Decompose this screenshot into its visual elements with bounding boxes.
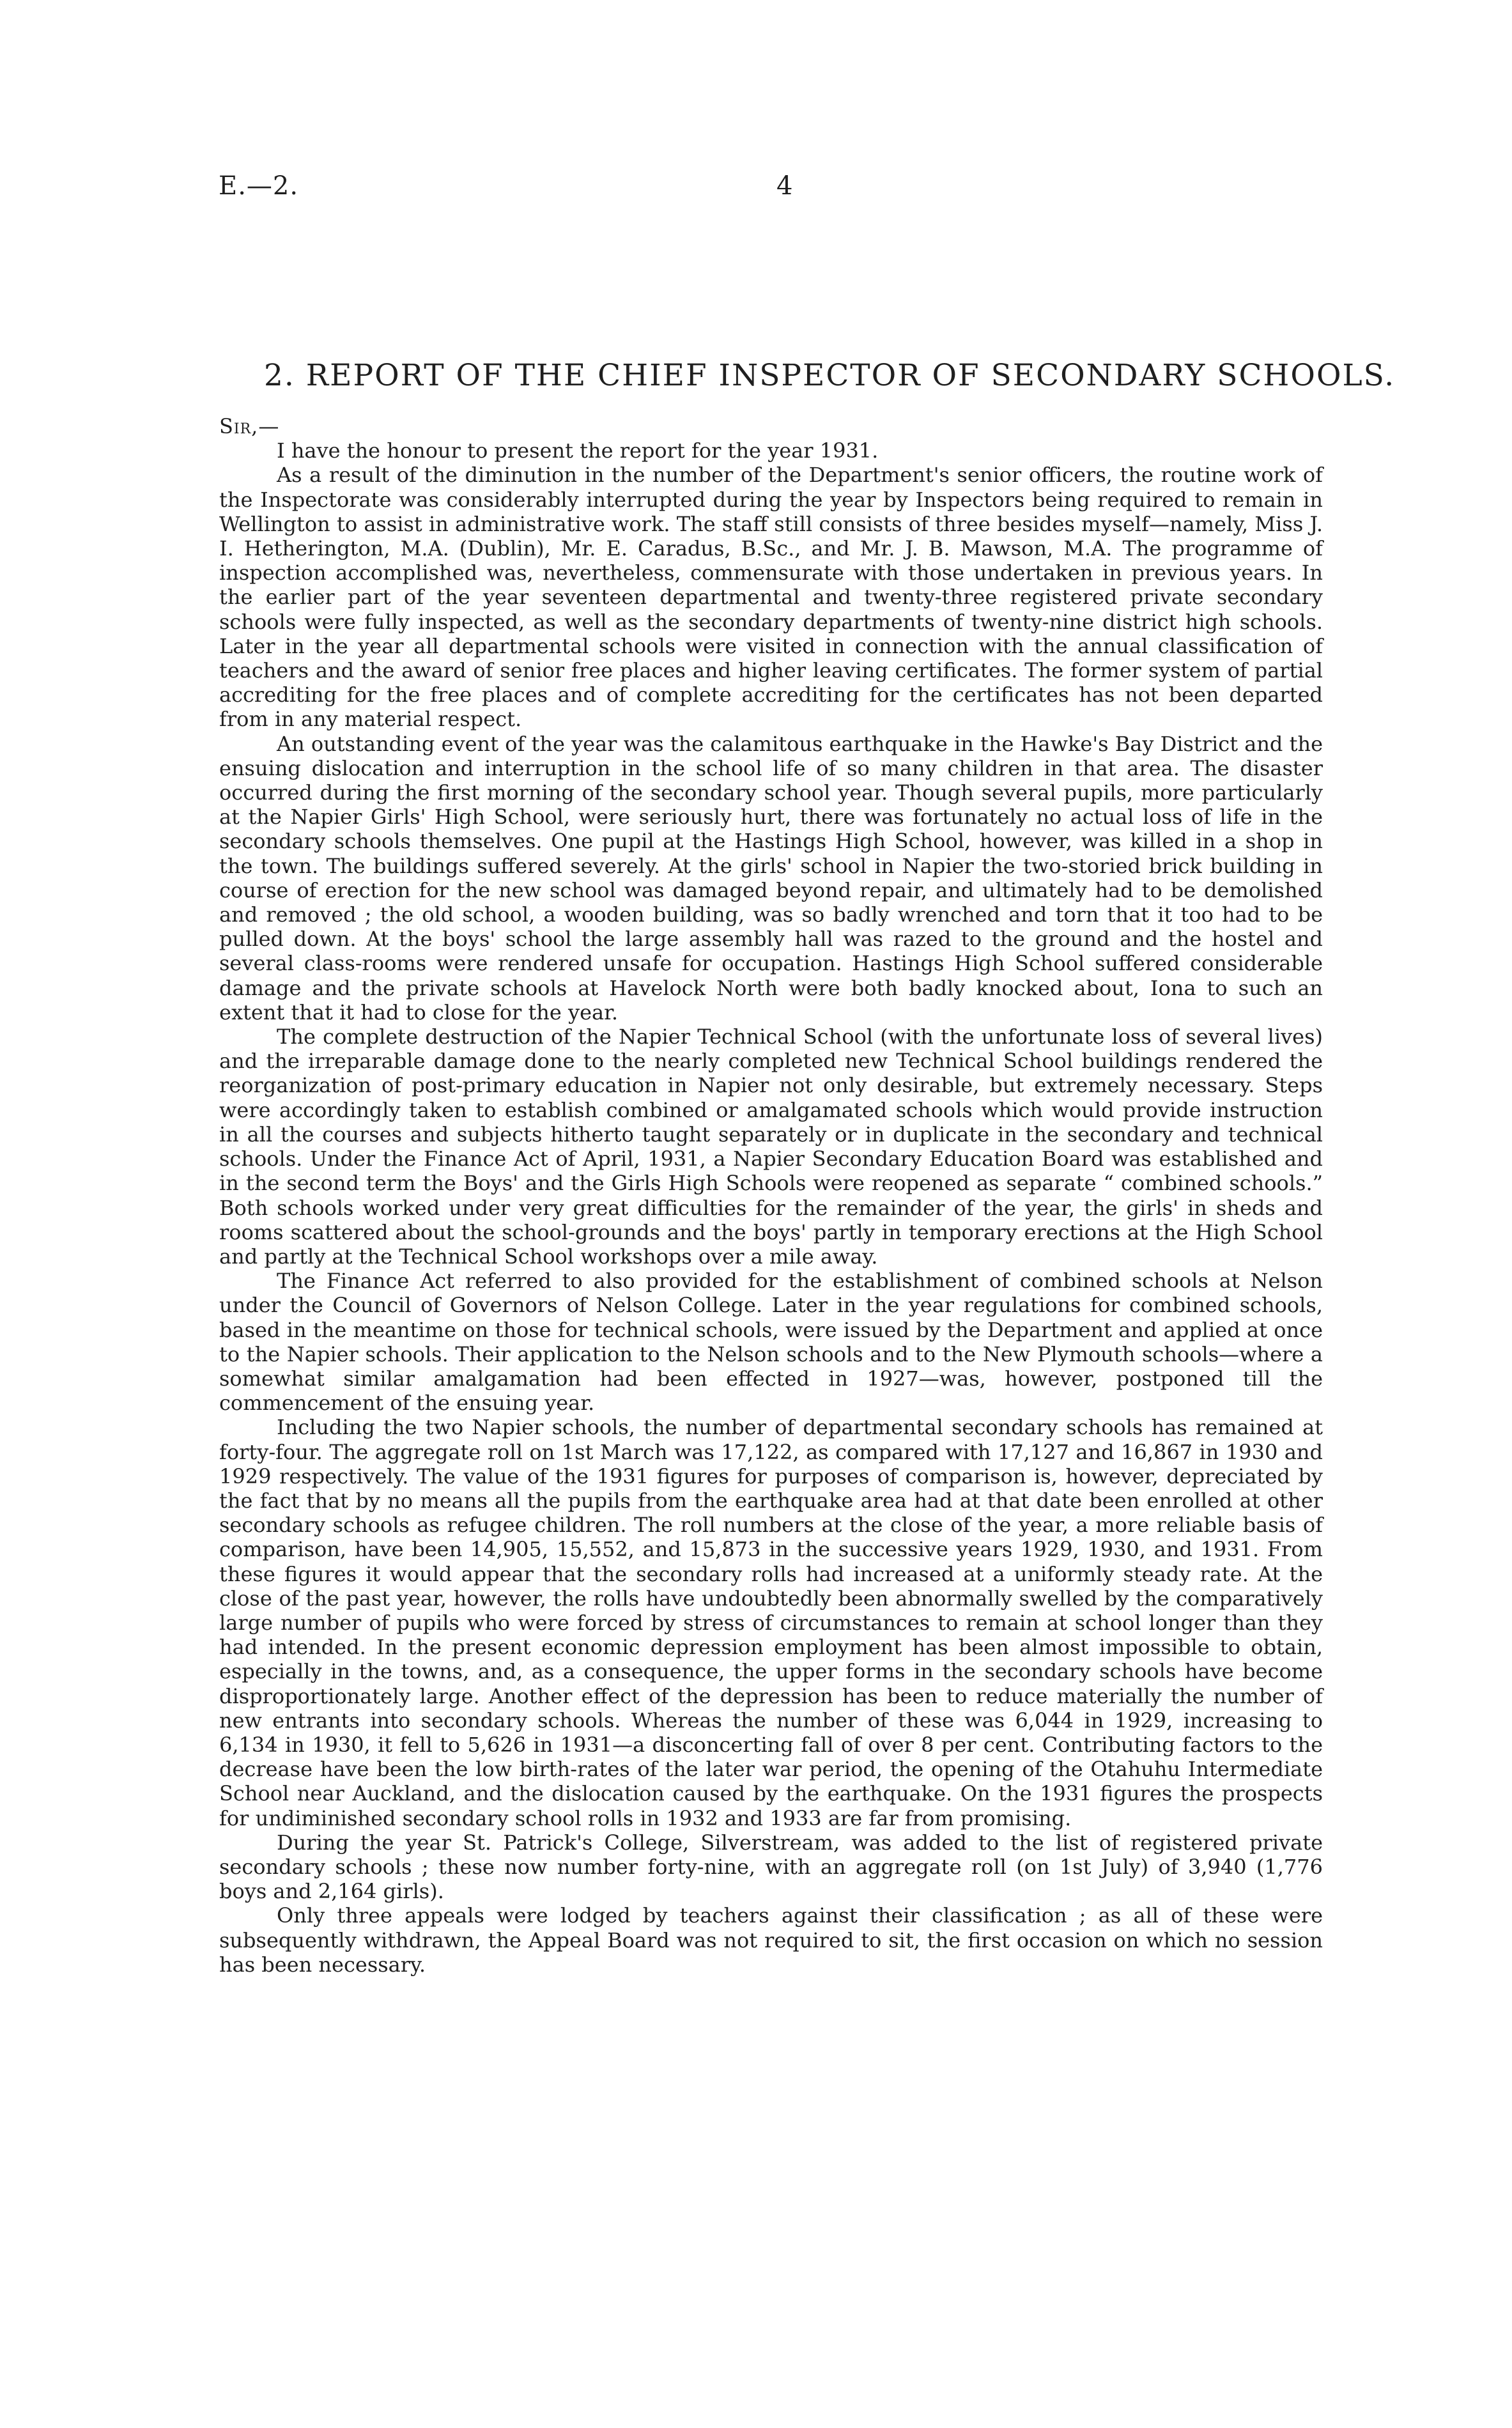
page-number: 4 (776, 171, 793, 201)
paragraph: The Finance Act referred to also provided for the establishment of combined schools at Nelson under the Council of Governors of Nelson College. Later in the year regulations for combined schools, based in the meantime on those for technical schools, were issued by the Department and applied at once to the Napier schools. Their application to the Nelson schools and to the New Plymouth schools—where a somewhat similar amalgamation had been effected in 1927—was, however, postponed till the commencement of the ensuing year. (219, 1269, 1323, 1416)
paragraph: An outstanding event of the year was the calamitous earthquake in the Hawke's Bay District and the ensuing dislocation and interruption in the school life of so many children in that area. The disaster occurred during the first morning of the secondary school year. Though several pupils, more particularly at the Napier Girls' High School, were seriously hurt, there was fortunately no actual loss of life in the secondary schools themselves. One pupil at the Hastings High School, however, was killed in a shop in the town. The buildings suffered severely. At the girls' school in Napier the two-storied brick building in course of erection for the new school was damaged beyond repair, and ultimately had to be demolished and removed ; the old school, a wooden building, was so badly wrenched and torn that it too had to be pulled down. At the boys' school the large assembly hall was razed to the ground and the hostel and several class-rooms were rendered unsafe for occupation. Hastings High School suffered considerable damage and the private schools at Havelock North were both badly knocked about, Iona to such an extent that it had to close for the year. (219, 731, 1323, 1025)
report-title: 2. REPORT OF THE CHIEF INSPECTOR OF SECONDARY SCHOOLS. (264, 358, 1396, 393)
report-body (219, 414, 1323, 1977)
paragraph: Only three appeals were lodged by teachers against their classification ; as all of these were subsequently withdrawn, the Appeal Board was not required to sit, the first occasion on which no session has been necessary. (219, 1903, 1323, 1977)
page-reference: E.—2. (219, 171, 299, 201)
paragraph: During the year St. Patrick's College, Silverstream, was added to the list of registered private secondary schools ; these now number forty-nine, with an aggregate roll (on 1st July) of 3,940 (1,776 boys and 2,164 girls). (219, 1830, 1323, 1904)
paragraph: The complete destruction of the Napier Technical School (with the unfortunate loss of several lives) and the irreparable damage done to the nearly completed new Technical School buildings rendered the reorganization of post-primary education in Napier not only desirable, but extremely necessary. Steps were accordingly taken to establish combined or amalgamated schools which would provide instruction in all the courses and subjects hitherto taught separately or in duplicate in the secondary and technical schools. Under the Finance Act of April, 1931, a Napier Secondary Education Board was established and in the second term the Boys' and the Girls High Schools were reopened as separate “ combined schools.” Both schools worked under very great difficulties for the remainder of the year, the girls' in sheds and rooms scattered about the school-grounds and the boys' partly in temporary erections at the High School and partly at the Technical School workshops over a mile away. (219, 1025, 1323, 1269)
paragraph: Including the two Napier schools, the number of departmental secondary schools has remained at forty-four. The aggregate roll on 1st March was 17,122, as compared with 17,127 and 16,867 in 1930 and 1929 respectively. The value of the 1931 figures for purposes of comparison is, however, depreciated by the fact that by no means all the pupils from the earthquake area had at that date been enrolled at other secondary schools as refugee children. The roll numbers at the close of the year, a more reliable basis of comparison, have been 14,905, 15,552, and 15,873 in the successive years 1929, 1930, and 1931. From these figures it would appear that the secondary rolls had increased at a uniformly steady rate. At the close of the past year, however, the rolls have undoubtedly been abnormally swelled by the comparatively large number of pupils who were forced by stress of circumstances to remain at school longer than they had intended. In the present economic depression employment has been almost impossible to obtain, especially in the towns, and, as a consequence, the upper forms in the secondary schools have become disproportionately large. Another effect of the depression has been to reduce materially the number of new entrants into secondary schools. Whereas the number of these was 6,044 in 1929, increasing to 6,134 in 1930, it fell to 5,626 in 1931—a disconcerting fall of over 8 per cent. Contributing factors to the decrease have been the low birth-rates of the later war period, the opening of the Otahuhu Intermediate School near Auckland, and the dislocation caused by the earthquake. On the 1931 figures the prospects for undiminished secondary school rolls in 1932 and 1933 are far from promising. (219, 1415, 1323, 1830)
paragraph: I have the honour to present the report for the year 1931. (277, 438, 879, 463)
salutation: Sir,— (219, 414, 280, 438)
paragraph: As a result of the diminution in the number of the Department's senior officers, the routine work of the Inspectorate was considerably interrupted during the year by Inspectors being required to remain in Wellington to assist in administrative work. The staff still consists of three besides myself—namely, Miss J. I. Hetherington, M.A. (Dublin), Mr. E. Caradus, B.Sc., and Mr. J. B. Mawson, M.A. The programme of inspection accomplished was, nevertheless, commensurate with those undertaken in previous years. In the earlier part of the year seventeen departmental and twenty-three registered private secondary schools were fully inspected, as well as the secondary departments of twenty-nine district high schools. Later in the year all departmental schools were visited in connection with the annual classification of teachers and the award of senior free places and higher leaving certificates. The former system of partial accrediting for the free places and of complete accrediting for the certificates has not been departed from in any material respect. (219, 463, 1323, 732)
